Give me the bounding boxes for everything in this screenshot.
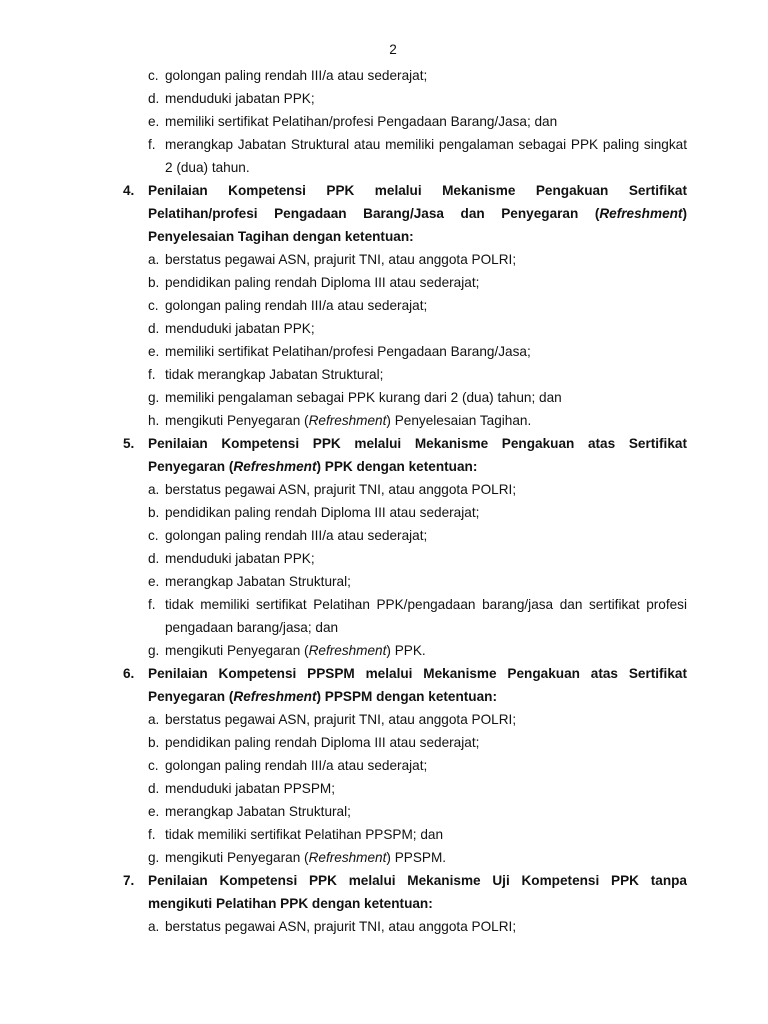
text-run: tidak memiliki sertifikat Pelatihan PPSPM; dan <box>165 827 444 842</box>
item-text <box>165 133 687 179</box>
item-text <box>165 478 687 501</box>
item-letter: c. <box>148 68 159 83</box>
italic-term: Refreshment <box>308 850 387 865</box>
section-number: 6. <box>123 666 135 681</box>
text-run: mengikuti Penyegaran ( <box>165 413 309 428</box>
text-run: tidak merangkap Jabatan Struktural; <box>165 367 384 382</box>
item-letter: e. <box>148 344 160 359</box>
list-item <box>148 593 687 639</box>
text-run: memiliki sertifikat Pelatihan/profesi Pengadaan Barang/Jasa; dan <box>165 114 558 129</box>
item-text <box>165 639 687 662</box>
list-item <box>148 846 687 869</box>
list-item <box>148 524 687 547</box>
text-run: tidak memiliki sertifikat Pelatihan PPK/pengadaan barang/jasa dan sertifikat profesi pengadaan barang/jasa; dan <box>165 597 687 635</box>
list-item <box>148 248 687 271</box>
text-run: golongan paling rendah III/a atau sederajat; <box>165 68 428 83</box>
section-heading <box>123 662 687 708</box>
italic-term: Refreshment <box>308 643 387 658</box>
list-item <box>148 708 687 731</box>
item-text <box>165 87 687 110</box>
list-item <box>148 271 687 294</box>
item-text <box>165 593 687 639</box>
item-letter: c. <box>148 298 159 313</box>
section-number: 7. <box>123 873 135 888</box>
text-run: menduduki jabatan PPSPM; <box>165 781 336 796</box>
italic-term: Refreshment <box>599 206 683 221</box>
text-run: memiliki sertifikat Pelatihan/profesi Pengadaan Barang/Jasa; <box>165 344 531 359</box>
section-6 <box>123 662 687 869</box>
text-run: ) Penyelesaian Tagihan. <box>386 413 532 428</box>
text-run: ) PPK. <box>386 643 426 658</box>
item-letter: e. <box>148 114 160 129</box>
item-text <box>165 294 687 317</box>
text-run: golongan paling rendah III/a atau sederajat; <box>165 528 428 543</box>
list-item <box>148 110 687 133</box>
list-item <box>148 823 687 846</box>
text-run: berstatus pegawai ASN, prajurit TNI, atau anggota POLRI; <box>165 919 517 934</box>
item-text <box>165 846 687 869</box>
item-letter: a. <box>148 712 160 727</box>
section-heading <box>123 179 687 248</box>
list-item <box>148 409 687 432</box>
list-item <box>148 133 687 179</box>
list-item <box>148 915 687 938</box>
item-letter: d. <box>148 551 160 566</box>
section-number: 4. <box>123 183 135 198</box>
text-run: berstatus pegawai ASN, prajurit TNI, atau anggota POLRI; <box>165 252 517 267</box>
text-run: Penilaian Kompetensi PPK melalui Mekanisme Pengakuan atas Sertifikat Penyegaran ( <box>148 436 687 474</box>
item-letter: b. <box>148 505 160 520</box>
item-text <box>165 409 687 432</box>
text-run: merangkap Jabatan Struktural atau memiliki pengalaman sebagai PPK paling singkat 2 (dua) tahun. <box>165 137 687 175</box>
item-text <box>165 915 687 938</box>
list-item <box>148 777 687 800</box>
text-run: berstatus pegawai ASN, prajurit TNI, atau anggota POLRI; <box>165 482 517 497</box>
list-item <box>148 547 687 570</box>
item-text <box>165 547 687 570</box>
item-letter: e. <box>148 804 160 819</box>
list-item <box>148 386 687 409</box>
list-item <box>148 478 687 501</box>
text-run: merangkap Jabatan Struktural; <box>165 804 351 819</box>
section-heading <box>123 432 687 478</box>
italic-term: Refreshment <box>308 413 387 428</box>
item-letter: c. <box>148 528 159 543</box>
text-run: memiliki pengalaman sebagai PPK kurang dari 2 (dua) tahun; dan <box>165 390 562 405</box>
text-run: menduduki jabatan PPK; <box>165 321 315 336</box>
item-letter: a. <box>148 252 160 267</box>
section-title <box>148 432 687 478</box>
text-run: Penilaian Kompetensi PPK melalui Mekanisme Pengakuan Sertifikat Pelatihan/profesi Pengadaan Barang/Jasa dan Penyegaran ( <box>148 183 687 221</box>
list-item <box>148 639 687 662</box>
list-item <box>148 363 687 386</box>
text-run: ) Penyelesaian Tagihan dengan ketentuan: <box>148 206 687 244</box>
item-letter: b. <box>148 735 160 750</box>
page-number: 2 <box>389 42 397 57</box>
section-4 <box>123 179 687 432</box>
text-run: berstatus pegawai ASN, prajurit TNI, atau anggota POLRI; <box>165 712 517 727</box>
item-letter: f. <box>148 597 156 612</box>
item-letter: g. <box>148 390 160 405</box>
item-text <box>165 800 687 823</box>
item-letter: f. <box>148 137 156 152</box>
list-item <box>148 87 687 110</box>
item-letter: b. <box>148 275 160 290</box>
text-run: golongan paling rendah III/a atau sederajat; <box>165 758 428 773</box>
document-body <box>123 64 687 938</box>
item-letter: d. <box>148 321 160 336</box>
text-run: ) PPSPM dengan ketentuan: <box>316 689 497 704</box>
list-item <box>148 317 687 340</box>
item-letter: h. <box>148 413 160 428</box>
section-number: 5. <box>123 436 135 451</box>
item-text <box>165 363 687 386</box>
italic-term: Refreshment <box>233 459 317 474</box>
text-run: golongan paling rendah III/a atau sederajat; <box>165 298 428 313</box>
item-text <box>165 317 687 340</box>
section-7 <box>123 869 687 938</box>
section-title <box>148 662 687 708</box>
item-letter: f. <box>148 827 156 842</box>
text-run: pendidikan paling rendah Diploma III atau sederajat; <box>165 275 480 290</box>
item-letter: f. <box>148 367 156 382</box>
item-letter: a. <box>148 482 160 497</box>
text-run: ) PPSPM. <box>386 850 447 865</box>
text-run: mengikuti Penyegaran ( <box>165 643 309 658</box>
item-letter: a. <box>148 919 160 934</box>
list-item <box>148 501 687 524</box>
text-run: pendidikan paling rendah Diploma III atau sederajat; <box>165 735 480 750</box>
text-run: menduduki jabatan PPK; <box>165 91 315 106</box>
list-item <box>148 731 687 754</box>
item-text <box>165 708 687 731</box>
text-run: Penilaian Kompetensi PPSPM melalui Mekanisme Pengakuan atas Sertifikat Penyegaran ( <box>148 666 687 704</box>
list-item <box>148 570 687 593</box>
item-text <box>165 754 687 777</box>
text-run: Penilaian Kompetensi PPK melalui Mekanisme Uji Kompetensi PPK tanpa mengikuti Pelatihan PPK dengan ketentuan: <box>148 873 687 911</box>
item-letter: e. <box>148 574 160 589</box>
section-continued <box>123 64 687 179</box>
item-text <box>165 570 687 593</box>
list-item <box>148 754 687 777</box>
item-text <box>165 64 687 87</box>
text-run: ) PPK dengan ketentuan: <box>316 459 478 474</box>
list-item <box>148 800 687 823</box>
item-letter: g. <box>148 643 160 658</box>
item-text <box>165 777 687 800</box>
section-5 <box>123 432 687 662</box>
item-letter: d. <box>148 781 160 796</box>
list-item <box>148 340 687 363</box>
item-text <box>165 731 687 754</box>
item-text <box>165 823 687 846</box>
item-letter: g. <box>148 850 160 865</box>
list-item <box>148 64 687 87</box>
item-text <box>165 524 687 547</box>
item-text <box>165 248 687 271</box>
item-text <box>165 340 687 363</box>
text-run: pendidikan paling rendah Diploma III atau sederajat; <box>165 505 480 520</box>
text-run: merangkap Jabatan Struktural; <box>165 574 351 589</box>
section-title <box>148 179 687 248</box>
section-heading <box>123 869 687 915</box>
text-run: mengikuti Penyegaran ( <box>165 850 309 865</box>
list-item <box>148 294 687 317</box>
item-text <box>165 271 687 294</box>
item-letter: c. <box>148 758 159 773</box>
italic-term: Refreshment <box>233 689 317 704</box>
item-text <box>165 386 687 409</box>
item-text <box>165 110 687 133</box>
item-letter: d. <box>148 91 160 106</box>
item-text <box>165 501 687 524</box>
section-title <box>148 869 687 915</box>
text-run: menduduki jabatan PPK; <box>165 551 315 566</box>
